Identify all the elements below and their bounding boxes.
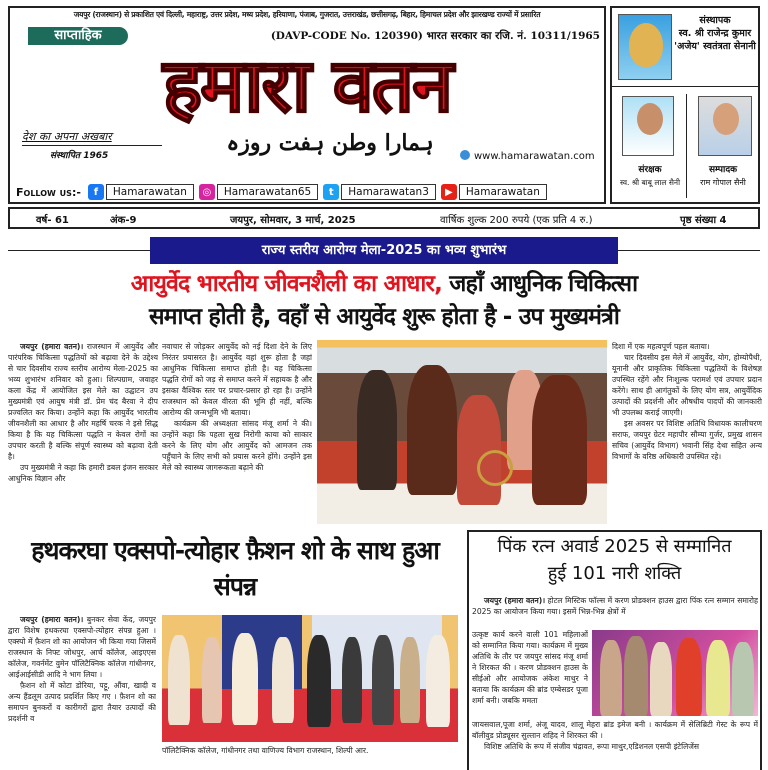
- social-follow-row: [16, 182, 547, 202]
- founder-name: स्व. श्री राजेन्द्र कुमार 'अजेय' स्वतंत्रता सेनानी: [674, 28, 756, 52]
- issue-number: अंक-9: [110, 215, 137, 226]
- weekly-badge: साप्ताहिक: [28, 27, 128, 45]
- award-story-intro: [472, 595, 758, 628]
- photo-model: [426, 635, 450, 727]
- editor-face: [713, 103, 739, 135]
- masthead: [8, 6, 606, 204]
- editor-photo: [698, 96, 752, 156]
- established-year: संस्थापित 1965: [50, 151, 109, 161]
- slogan: देश का अपना अखबार: [22, 130, 112, 143]
- award-ceremony-photo: [592, 630, 758, 716]
- photo-person: [650, 642, 672, 716]
- founder-credit: [674, 14, 756, 53]
- photo-model: [307, 635, 331, 727]
- headline-text: पिंक रत्न अवार्ड 2025 से सम्मानित हुई 101 नारी शक्ति: [497, 536, 732, 584]
- paragraph: नवाचार से जोड़कर आयुर्वेद को नई दिशा देने के लिए निरंतर प्रयासरत है। आयुर्वेद वहां शुरू होता है जहां आधुनिक चिकित्सा समाप्त होती है। यह चिकित्सा पद्धति रोगों को जड़ से समाप्त करने में सहायक है और इसका वैश्विक स्तर पर प्रचार-प्रसार हो रहा है। उन्होंने राजस्थान को केवल वीरता की भूमि ही नहीं, बल्कि आरोग्य की जन्मभूमि भी बताया।: [162, 342, 312, 417]
- pink-ratna-headline[interactable]: [467, 533, 762, 587]
- photo-model: [372, 635, 394, 725]
- paragraph: दिशा में एक महत्वपूर्ण पहल बताया।: [612, 342, 710, 351]
- lamp-lighting-photo: [317, 340, 607, 524]
- paragraph: इस अवसर पर विशिष्ट अतिथि विधायक कालीचरण सराफ, जयपुर ग्रेटर महापौर सौम्या गुर्जर, प्रमुख शासन सचिव (आयुर्वेद विभाग) भवानी सिंह देथा सहित अन्य विभागों के वरिष्ठ अधिकारी उपस्थित रहे।: [612, 419, 762, 461]
- lead-headline[interactable]: [0, 268, 768, 334]
- headline-line-2: समाप्त होती है, वहाँ से आयुर्वेद शुरू होता है - उप मुख्यमंत्री: [148, 304, 619, 330]
- paragraph: चार दिवसीय इस मेले में आयुर्वेद, योग, होम्योपैथी, यूनानी और प्राकृतिक चिकित्सा पद्धतियों के विशेषज्ञ उपस्थित रहेंगे और निःशुल्क परामर्श एवं उपचार प्रदान करेंगे। साथ ही आगंतुकों के लिए योग सत्र, आयुर्वेदिक उत्पादों की प्रदर्शनी और औषधीय पादपों की जानकारी भी उपलब्ध कराई जाएगी।: [612, 353, 762, 417]
- twitter-handle[interactable]: Hamarawatan3: [341, 184, 436, 200]
- photo-person: [732, 642, 754, 716]
- dateline: जयपुर (हमारा वतन)।: [484, 596, 546, 605]
- photo-model: [168, 635, 190, 725]
- photo-person: [706, 640, 730, 716]
- photo-person: [407, 365, 457, 495]
- lead-story-column-3: [612, 341, 762, 525]
- award-story-continued: [472, 719, 758, 768]
- youtube-icon: ▶: [441, 184, 457, 200]
- headline-red-part: आयुर्वेद भारतीय जीवनशैली का आधार,: [130, 271, 443, 297]
- page-count: पृष्ठ संख्या 4: [680, 215, 727, 226]
- social-youtube[interactable]: [441, 184, 547, 200]
- handloom-expo-headline[interactable]: हथकरघा एक्सपो-त्योहार फ़ैशन शो के साथ हुआ संपन्न: [31, 536, 439, 601]
- photo-model: [272, 637, 294, 723]
- patron-name: स्व. श्री बाबू लाल सैनी: [619, 178, 681, 187]
- handloom-story-continued: [162, 745, 458, 767]
- photo-person: [624, 636, 648, 716]
- paragraph: कार्यक्रम की अध्यक्षता सांसद मंजू शर्मा ने की। उन्होंने कहा कि पहला सुख निरोगी काया को साकार करने के लिए योग और आयुर्वेद को आमजन तक पहुँचाने के लिए सभी को प्रयास करने होंगे। उन्होंने इस मेले को स्वास्थ्य जागरूकता बढ़ाने की: [162, 419, 312, 472]
- handloom-story-column: [8, 614, 156, 768]
- website-url[interactable]: www.hamarawatan.com: [474, 151, 595, 162]
- paragraph: उप मुख्यमंत्री ने कहा कि हमारी डबल इंजन सरकार आधुनिक विज्ञान और: [8, 463, 158, 483]
- section-banner: राज्य स्तरीय आरोग्य मेला-2025 का भव्य शुभारंभ: [150, 237, 618, 264]
- registration-code: (DAVP-CODE No. 120390) भारत सरकार का रजि. नं. 10311/1965: [270, 30, 600, 42]
- photo-person: [532, 375, 587, 505]
- issue-date: जयपुर, सोमवार, 3 मार्च, 2025: [230, 215, 356, 226]
- paragraph: राजस्थान में आयुर्वेद और पारंपरिक चिकित्सा पद्धतियों को बढ़ावा देने के उद्देश्य से चार दिवसीय राज्य स्तरीय आरोग्य मेला-2025 का भव्य शुभारंभ शनिवार को हुआ। शिल्पग्राम, जवाहर कला केंद्र में आयोजित इस मेले का उद्घाटन उप मुख्यमंत्री एवं आयुष मंत्री डॉ. प्रेम चंद बैरवा ने दीप प्रज्वलित कर किया। उन्होंने कहा कि आयुर्वेद भारतीय जीवनशैली का आधार है और महर्षि चरक ने इसे सिद्ध किया है कि यह चिकित्सा पद्धति न केवल रोगों का उपचार करती है बल्कि संपूर्ण स्वास्थ्य को बढ़ावा देती है।: [8, 342, 158, 461]
- fashion-show-photo: [162, 615, 458, 742]
- lamp-icon: [477, 450, 513, 486]
- photo-person: [357, 370, 397, 490]
- newspaper-title: हमारा वतन: [162, 46, 452, 126]
- patron-face: [637, 103, 663, 135]
- editorial-box: [610, 6, 760, 204]
- photo-model: [202, 637, 222, 723]
- volume-year: वर्ष- 61: [36, 215, 69, 226]
- instagram-handle[interactable]: Hamarawatan65: [217, 184, 318, 200]
- founder-role: संस्थापक: [699, 15, 731, 26]
- website-link[interactable]: [460, 150, 595, 162]
- divider: [612, 86, 758, 87]
- slogan-underline: [22, 145, 162, 146]
- headline-black-part: जहाँ आधुनिक चिकित्सा: [442, 271, 638, 297]
- instagram-icon: ◎: [199, 184, 215, 200]
- photo-model: [232, 633, 258, 725]
- follow-label: Follow us:-: [16, 185, 81, 199]
- circulation-tagline: जयपुर (राजस्थान) से प्रकाशित एवं दिल्ली, महाराष्ट्र, उत्तर प्रदेश, मध्य प्रदेश, हरियाणा, पंजाब, गुजरात, उत्तराखंड, छत्तीसगढ़, बिहार, हिमाचल प्रदेश और झारखण्ड राज्यों में प्रसारित: [73, 10, 541, 19]
- facebook-icon: f: [88, 184, 104, 200]
- photo-person: [600, 640, 622, 716]
- photo-model: [342, 637, 362, 723]
- editor-role: सम्पादक: [708, 165, 738, 175]
- issue-info-bar: [8, 207, 760, 229]
- paragraph: जायसवाल,पूजा शर्मा, अंजू यादव, शालू मेहरा ब्रांड इमेज बनी । कार्यक्रम में सेलिब्रिटी गेस्ट के रूप में बॉलीवुड प्रोड्यूसर सुल्तान शहिद ने शिरकत की ।: [472, 720, 758, 740]
- globe-icon: [460, 150, 470, 160]
- patron-role: संरक्षक: [638, 165, 662, 175]
- photo-person: [676, 638, 702, 716]
- paragraph: पॉलिटैक्निक कॉलेज, गांधीनगर तथा वाणिज्य विभाग राजस्थान, शिल्पी आर.: [162, 746, 369, 755]
- lead-story-column-1: [8, 341, 158, 525]
- divider: [686, 94, 687, 198]
- social-instagram[interactable]: [199, 184, 318, 200]
- subscription-price: वार्षिक शुल्क 200 रुपये (एक प्रति 4 रु.): [440, 215, 593, 226]
- patron-photo: [622, 96, 674, 156]
- social-facebook[interactable]: [88, 184, 194, 200]
- dateline: जयपुर (हमारा वतन)।: [20, 342, 84, 351]
- lead-story-column-2: [162, 341, 312, 525]
- paragraph: उत्कृष्ट कार्य करने वाली 101 महिलाओं को सम्मानित किया गया। कार्यक्रम में मुख्य अतिथि के तौर पर जयपुर सांसद मंजू शर्मा ने शिरकत की । करण प्रोडक्शन हाउस के सीईओ और आयोजक अंकेश माथुर ने बताया कि कार्यक्रम की ब्रांड एम्बेसडर पूजा शर्मा बनी। जबकि ममता: [472, 630, 588, 705]
- founder-photo: [618, 14, 672, 80]
- photo-model: [400, 637, 420, 723]
- facebook-handle[interactable]: Hamarawatan: [106, 184, 194, 200]
- paragraph: बुनकर सेवा केंद, जयपुर द्वारा विशेष हथकरघा एक्सपो-त्योहार संपन्न हुआ । एक्स्पो में फ़ैशन शो का आयोजन भी किया गया जिसमें राजस्थान के निफ्ट जोधपुर, आर्च कॉलेज, आइएएस कॉलेज, गवर्नमेंट वुमेन पॉलिटैक्निक कॉलेज गांधीनगर, आईआईसीडी आदि ने भाग लिया ।: [8, 615, 156, 679]
- urdu-title: ہمارا وطن ہفت روزہ: [226, 130, 434, 156]
- paragraph: फ़ैशन शो में कोटा डोरिया, पट्टू, औंवा, खादी व अन्य हैंडलूम उत्पाद प्रदर्शित किए गए । फ़ैशन शो का समापन बुनकरों व कारीगरों द्वारा तैयार उत्पादों की प्रदर्शनी व: [8, 681, 156, 723]
- founder-face: [629, 23, 663, 67]
- award-story-column: [472, 629, 588, 717]
- editor-name: राम गोपाल सैनी: [700, 178, 746, 187]
- youtube-handle[interactable]: Hamarawatan: [459, 184, 547, 200]
- twitter-icon: t: [323, 184, 339, 200]
- dateline: जयपुर (हमारा वतन)।: [20, 615, 84, 624]
- paragraph: विशिष्ट अतिथि के रूप में संजीव चंद्रावत, रूपा माथुर,एडिशनल एसपी इंटेलिजेंस: [484, 742, 700, 751]
- paragraph: होटल मिस्टिक फॉल्स में करण प्रोडक्शन हाउस द्वारा पिंक रत्न सम्मान समारोह 2025 का आयोजन किया गया। इसमें भिन्न-भिन्न क्षेत्रों में: [472, 596, 758, 616]
- social-twitter[interactable]: [323, 184, 436, 200]
